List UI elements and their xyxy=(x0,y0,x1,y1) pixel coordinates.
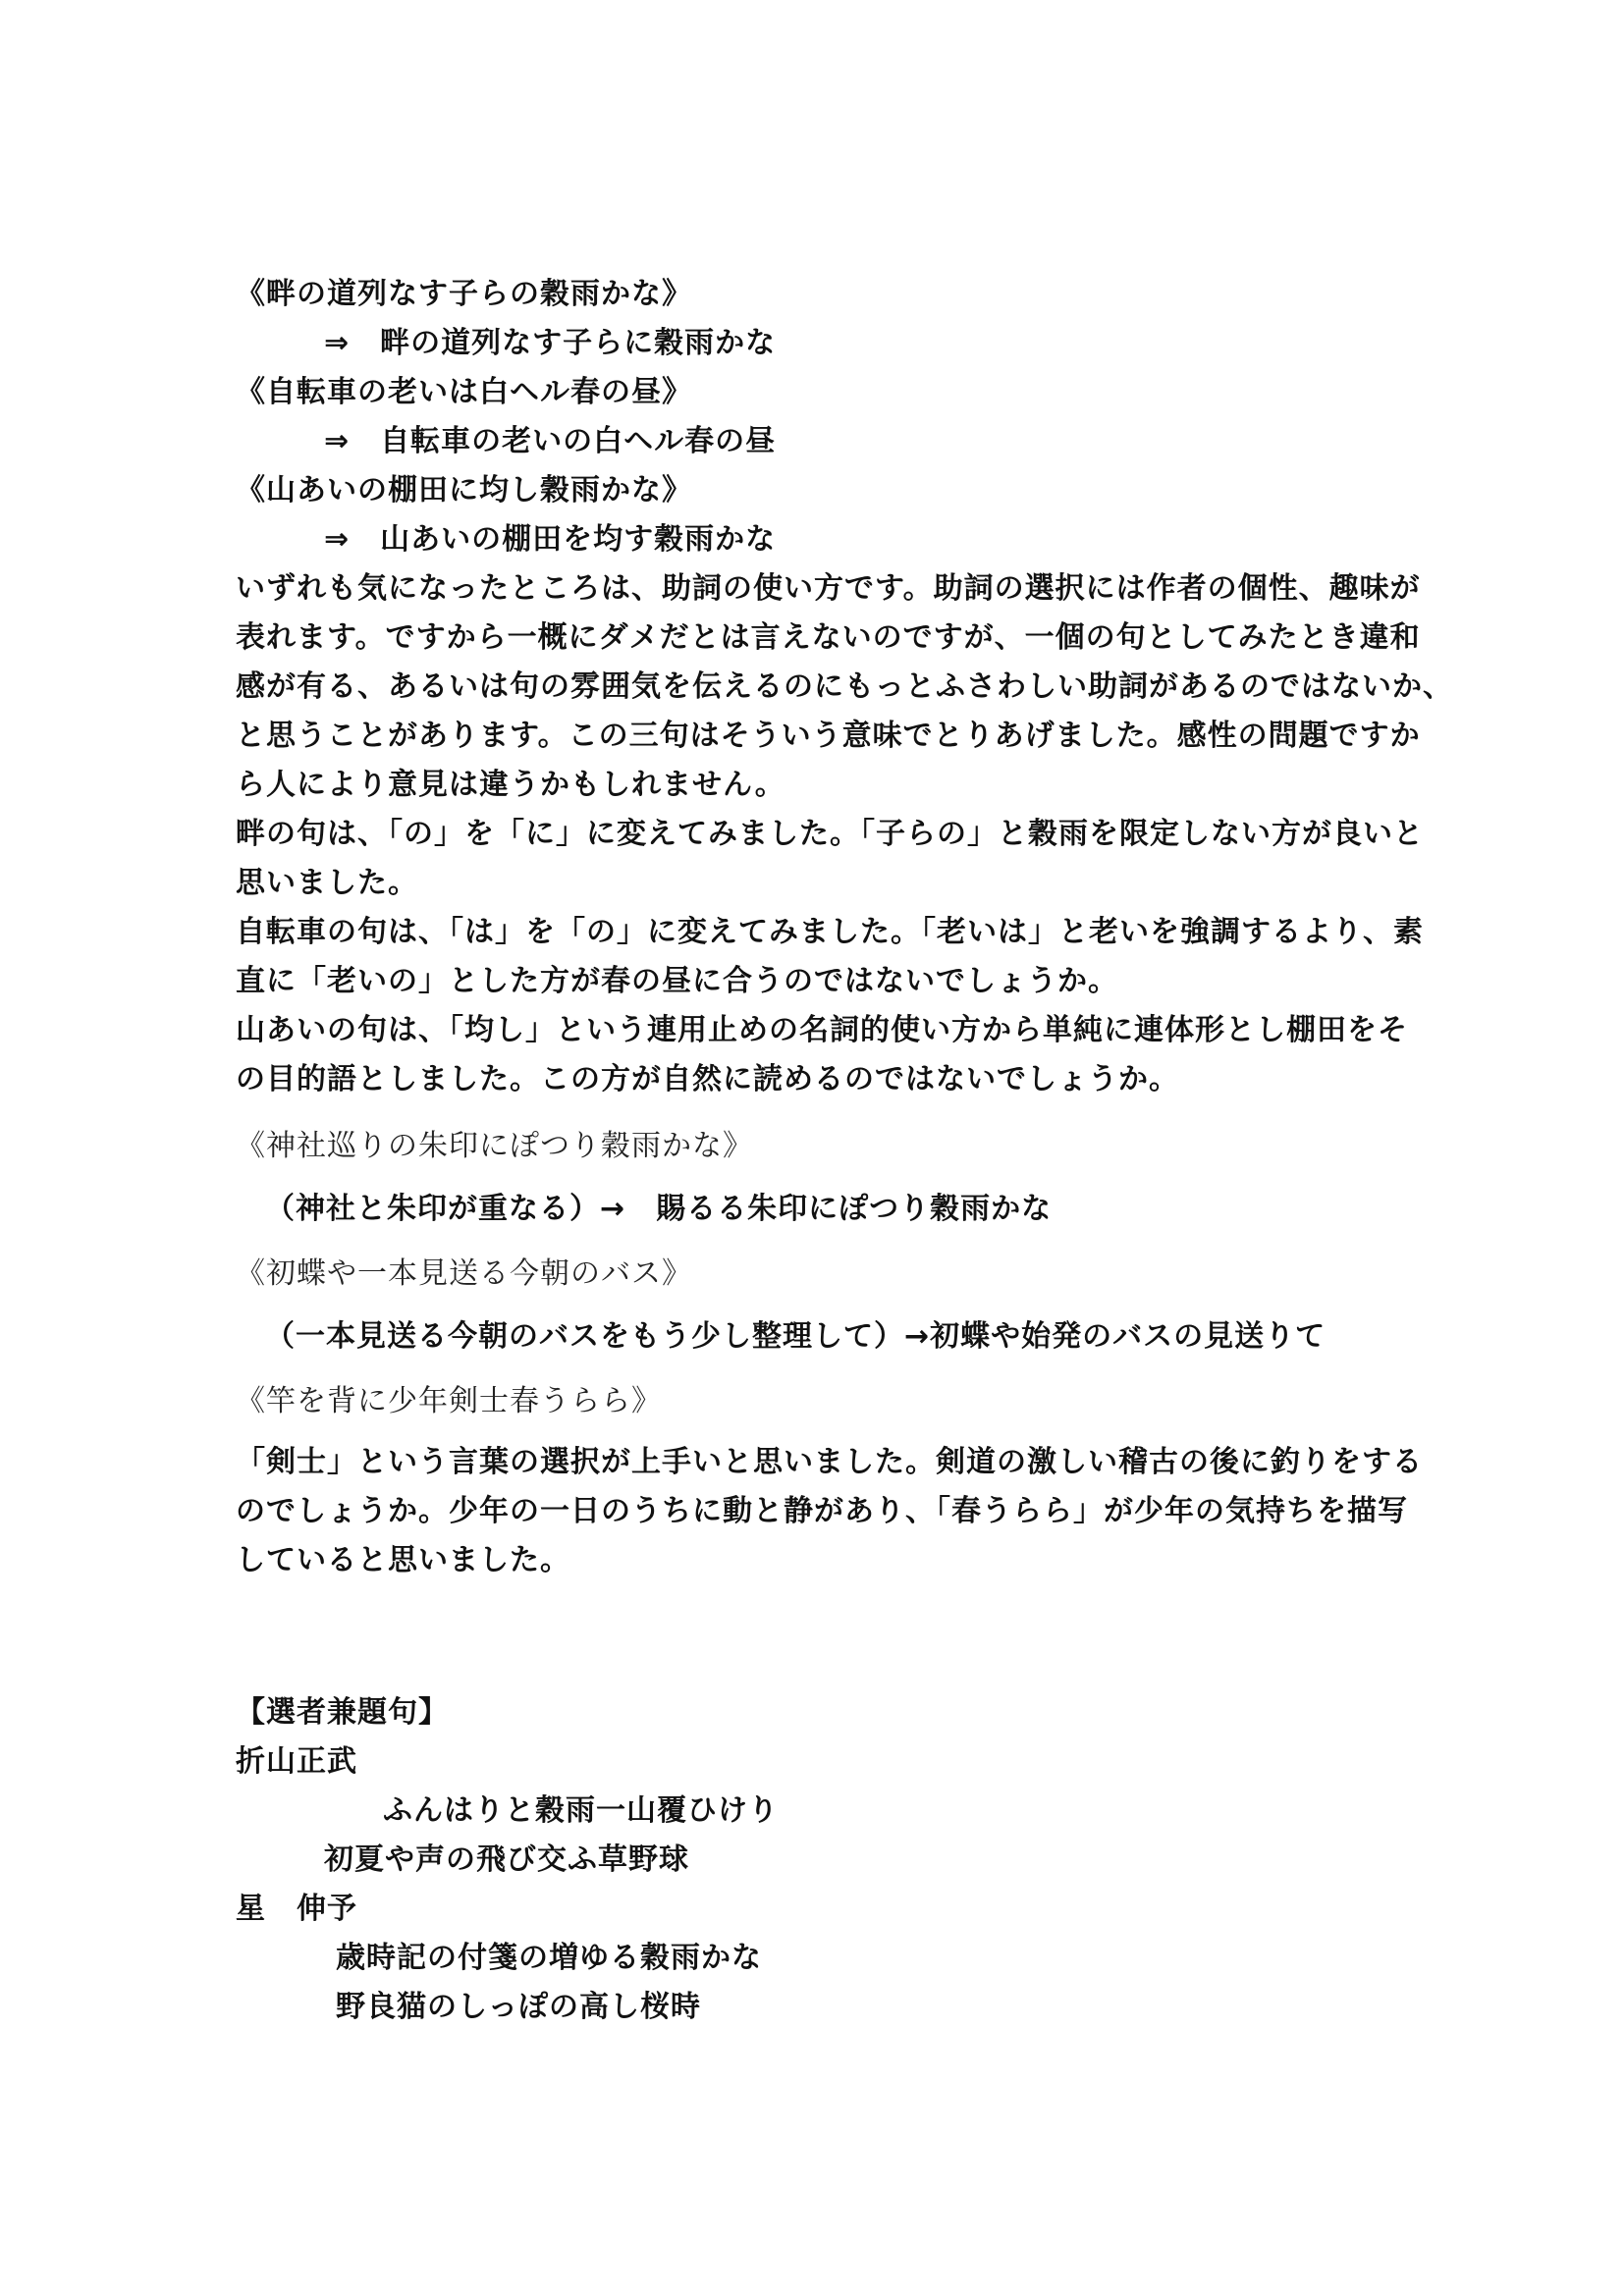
commentary-line: 感が有る、あるいは句の雰囲気を伝えるのにもっとふさわしい助詞があるのではないか、 xyxy=(236,669,1453,704)
commentary-line: 山あいの句は、「均し」という連用止めの名詞的使い方から単純に連体形とし棚田をそ xyxy=(236,1013,1408,1047)
haiku-original-5: 《初蝶や一本見送る今朝のバス》 xyxy=(236,1256,692,1291)
author-haiku: 野良猫のしっぽの高し桜時 xyxy=(336,1990,701,2024)
commentary-line: の目的語としました。この方が自然に読めるのではないでしょうか。 xyxy=(236,1062,1179,1096)
commentary-line: と思うことがあります。この三句はそういう意味でとりあげました。感性の問題ですか xyxy=(236,719,1421,753)
section-heading: 【選者兼題句】 xyxy=(236,1695,449,1730)
commentary-line: していると思いました。 xyxy=(236,1543,570,1577)
author-haiku: ふんはりと穀雨一山覆ひけり xyxy=(383,1793,779,1828)
haiku-revised-1: ⇒ 畔の道列なす子らに穀雨かな xyxy=(324,326,777,360)
commentary-line: 直に「老いの」とした方が春の昼に合うのではないでしょうか。 xyxy=(236,964,1118,998)
commentary-line: 畔の句は、「の」を「に」に変えてみました。「子らの」と穀雨を限定しない方が良いと xyxy=(236,817,1424,851)
author-name: 折山正武 xyxy=(236,1744,357,1779)
haiku-original-2: 《自転車の老いは白ヘル春の昼》 xyxy=(236,375,692,409)
author-haiku: 初夏や声の飛び交ふ草野球 xyxy=(324,1842,689,1877)
haiku-revised-2: ⇒ 自転車の老いの白ヘル春の昼 xyxy=(324,424,777,458)
haiku-original-3: 《山あいの棚田に均し穀雨かな》 xyxy=(236,473,692,507)
haiku-original-1: 《畔の道列なす子らの穀雨かな》 xyxy=(236,277,692,311)
haiku-revised-5: （一本見送る今朝のバスをもう少し整理して）→初蝶や始発のバスの見送りて xyxy=(265,1319,1326,1354)
commentary-line: 思いました。 xyxy=(236,866,418,900)
haiku-original-4: 《神社巡りの朱印にぽつり穀雨かな》 xyxy=(236,1129,753,1163)
author-haiku: 歳時記の付箋の増ゆる穀雨かな xyxy=(336,1941,762,1975)
haiku-original-6: 《竿を背に少年剣士春うらら》 xyxy=(236,1384,662,1418)
commentary-line: のでしょうか。少年の一日のうちに動と静があり、「春うらら」が少年の気持ちを描写 xyxy=(236,1494,1408,1528)
commentary-line: いずれも気になったところは、助詞の使い方です。助詞の選択には作者の個性、趣味が xyxy=(236,571,1421,606)
commentary-line: 自転車の句は、「は」を「の」に変えてみました。「老いは」と老いを強調するより、素 xyxy=(236,915,1424,949)
commentary-line: 表れます。ですから一概にダメだとは言えないのですが、一個の句としてみたとき違和 xyxy=(236,620,1421,655)
commentary-line: ら人により意見は違うかもしれません。 xyxy=(236,768,785,802)
haiku-revised-4: （神社と朱印が重なる）→ 賜るる朱印にぽつり穀雨かな xyxy=(265,1192,1053,1226)
commentary-line: 「剣士」という言葉の選択が上手いと思いました。剣道の激しい稽古の後に釣りをする xyxy=(236,1445,1423,1479)
haiku-revised-3: ⇒ 山あいの棚田を均す穀雨かな xyxy=(324,522,777,557)
author-name: 星 伸予 xyxy=(236,1892,357,1926)
